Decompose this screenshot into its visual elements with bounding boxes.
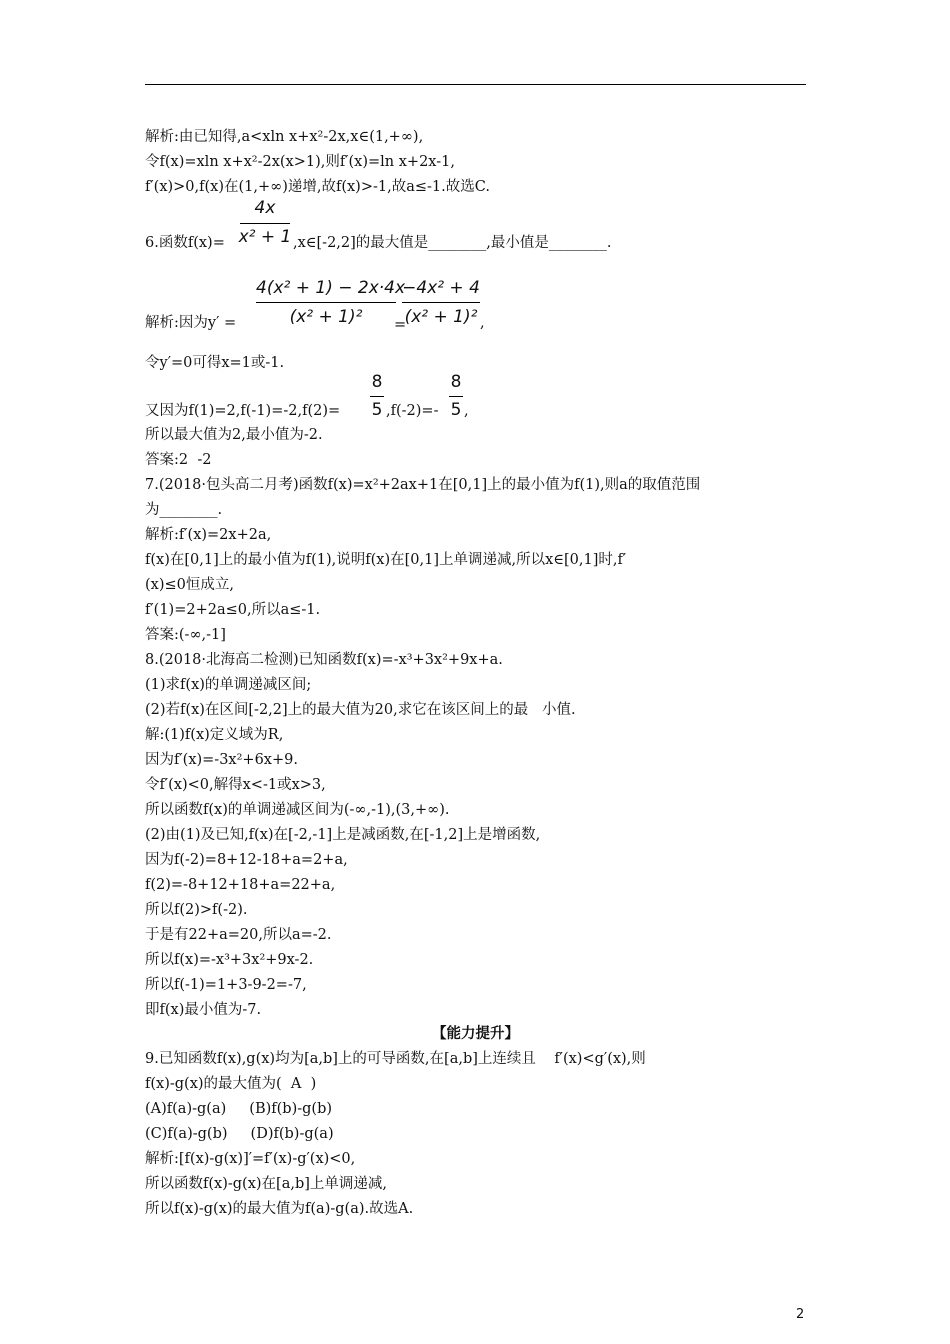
solution-line: 因为f′(x)=-3x²+6x+9.	[145, 752, 298, 768]
question-7-line: 为________.	[145, 502, 223, 518]
fraction-bar	[402, 302, 480, 303]
fraction-numerator: 4(x² + 1) − 2x·4x	[256, 278, 406, 298]
fraction-bar	[256, 302, 396, 303]
solution-line: 所以最大值为2,最小值为-2.	[145, 427, 323, 443]
fraction-denominator: (x² + 1)²	[289, 307, 363, 327]
solution-line: 令f′(x)<0,解得x<-1或x>3,	[145, 777, 326, 793]
solution-line: 又因为f(1)=2,f(-1)=-2,f(2)=	[145, 403, 341, 419]
solution-line: 即f(x)最小值为-7.	[145, 1002, 262, 1018]
fraction-bar	[449, 396, 463, 397]
solution-line: 所以函数f(x)的单调递减区间为(-∞,-1),(3,+∞).	[145, 802, 450, 818]
question-8-line: (2)若f(x)在区间[-2,2]上的最大值为20,求它在该区间上的最 小值.	[145, 702, 576, 718]
answer-line: 答案:2 -2	[145, 452, 212, 468]
solution-line: (x)≤0恒成立,	[145, 577, 234, 593]
solution-line: 令y′=0可得x=1或-1.	[145, 355, 285, 371]
question-9-line: f(x)-g(x)的最大值为( A )	[145, 1076, 317, 1092]
solution-line: f′(1)=2+2a≤0,所以a≤-1.	[145, 602, 321, 618]
header-rule	[145, 84, 806, 85]
answer-line: 答案:(-∞,-1]	[145, 627, 226, 643]
solution-line: 解:(1)f(x)定义域为R,	[145, 727, 284, 743]
solution-line: ,f(-2)=-	[386, 403, 439, 419]
solution-line: 于是有22+a=20,所以a=-2.	[145, 927, 332, 943]
fraction-numerator: 8	[371, 372, 383, 392]
solution-line: 令f(x)=xln x+x²-2x(x>1),则f′(x)=ln x+2x-1,	[145, 154, 455, 170]
solution-line: (2)由(1)及已知,f(x)在[-2,-1]上是减函数,在[-1,2]上是增函数,	[145, 827, 541, 843]
fraction-denominator: 5	[371, 400, 383, 420]
solution-line: f(2)=-8+12+18+a=22+a,	[145, 877, 336, 893]
question-9-line: 9.已知函数f(x),g(x)均为[a,b]上的可导函数,在[a,b]上连续且 f′(x)<g′(x),则	[145, 1051, 646, 1067]
fraction-bar	[370, 396, 384, 397]
comma: ,	[464, 403, 469, 419]
fraction-numerator: −4x² + 4	[402, 278, 480, 298]
comma: ,	[480, 315, 485, 331]
solution-line: 解析:由已知得,a<xln x+x²-2x,x∈(1,+∞),	[145, 129, 424, 145]
section-heading: 【能力提升】	[432, 1025, 519, 1042]
fraction-denominator: 5	[450, 400, 462, 420]
fraction-denominator: (x² + 1)²	[404, 307, 478, 327]
fraction-numerator: 4x	[254, 198, 276, 218]
page-number: 2	[796, 1307, 805, 1322]
option-line: (A)f(a)-g(a) (B)f(b)-g(b)	[145, 1101, 333, 1117]
solution-line: f′(x)>0,f(x)在(1,+∞)递增,故f(x)>-1,故a≤-1.故选C.	[145, 179, 490, 195]
question-8-line: 8.(2018·北海高二检测)已知函数f(x)=-x³+3x²+9x+a.	[145, 652, 503, 668]
solution-line: f(x)在[0,1]上的最小值为f(1),说明f(x)在[0,1]上单调递减,所以x∈[0,1]时,f′	[145, 552, 627, 568]
solution-line: 所以f(x)=-x³+3x²+9x-2.	[145, 952, 314, 968]
solution-line: 解析:f′(x)=2x+2a,	[145, 527, 272, 543]
fraction-bar	[240, 223, 290, 224]
fraction-denominator: x² + 1	[238, 227, 292, 247]
solution-line: 所以函数f(x)-g(x)在[a,b]上单调递减,	[145, 1176, 387, 1192]
solution-line: 所以f(2)>f(-2).	[145, 902, 248, 918]
solution-line: 因为f(-2)=8+12-18+a=2+a,	[145, 852, 348, 868]
question-8-line: (1)求f(x)的单调递减区间;	[145, 677, 312, 693]
equals-sign: =	[394, 317, 407, 333]
fraction-numerator: 8	[450, 372, 462, 392]
solution-line: 所以f(x)-g(x)的最大值为f(a)-g(a).故选A.	[145, 1201, 414, 1217]
question-6-prefix: 6.函数f(x)=	[145, 235, 225, 251]
question-6-suffix: ,x∈[-2,2]的最大值是________,最小值是________.	[293, 235, 612, 251]
solution-line: 所以f(-1)=1+3-9-2=-7,	[145, 977, 307, 993]
solution-6-prefix: 解析:因为y′ =	[145, 315, 237, 331]
solution-line: 解析:[f(x)-g(x)]′=f′(x)-g′(x)<0,	[145, 1151, 356, 1167]
question-7-line: 7.(2018·包头高二月考)函数f(x)=x²+2ax+1在[0,1]上的最小值为f(1),则a的取值范围	[145, 477, 701, 493]
option-line: (C)f(a)-g(b) (D)f(b)-g(a)	[145, 1126, 334, 1142]
